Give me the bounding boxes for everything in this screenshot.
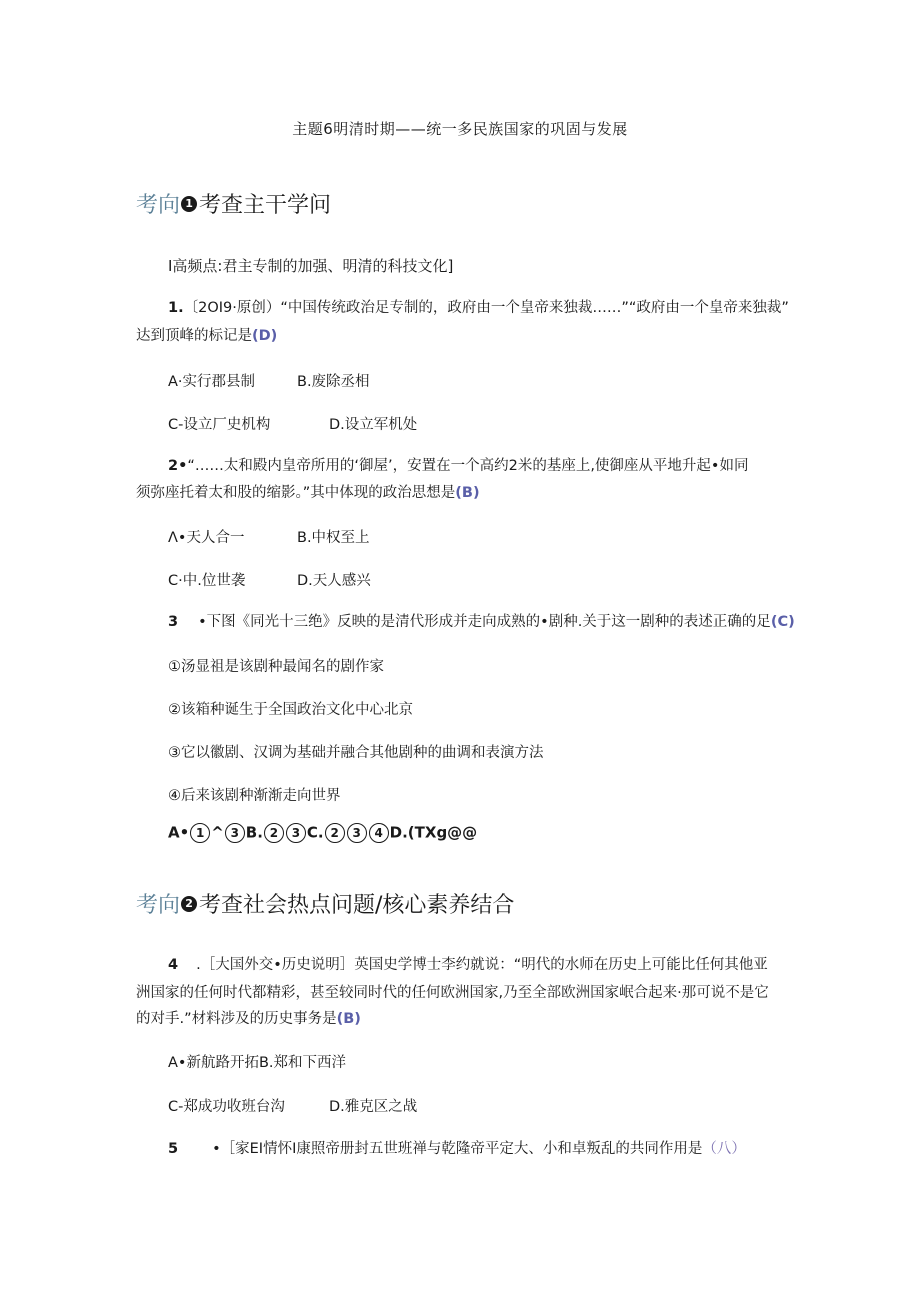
statement-3: ③它以徽剧、汉调为基础并融合其他剧种的曲调和表演方法 — [168, 745, 544, 761]
question-text: .［大国外交•历史说明］英国史学博士李约就说：“明代的水师在历史上可能比任何其他亚 — [196, 957, 768, 973]
section-heading-2 — [136, 888, 514, 919]
circled-number: 2 — [325, 823, 345, 843]
circled-number: 1 — [190, 823, 210, 843]
option-d: D.天人感兴 — [297, 573, 371, 589]
option-d-label: D.(TXg@@ — [389, 823, 478, 842]
question-4-line-2: 洲国家的任何时代都精彩，甚至较同时代的任何欧洲国家,乃至全部欧洲国家岷合起来·那可说不是它 — [136, 985, 769, 1001]
option-a-label: A• — [168, 823, 190, 842]
statement-1: ①汤显祖是该剧种最闻名的剧作家 — [168, 659, 384, 675]
option-b: B.中权至上 — [297, 530, 370, 546]
hot-point-note: I高频点:君主专制的加强、明清的科技文化] — [168, 257, 454, 275]
page-title: 主题6明清时期——统一多民族国家的巩固与发展 — [292, 120, 628, 138]
question-text: 须弥座托着太和股的缩影。”其中体现的政治思想是 — [136, 485, 456, 501]
question-1-line-2 — [136, 325, 277, 347]
option-a: A·实行郡县制 — [168, 374, 256, 390]
question-number: 1. — [168, 300, 184, 316]
option-a: Λ•天人合一 — [168, 530, 245, 546]
question-4-line-1 — [168, 954, 768, 976]
question-text: “……太和殿内皇帝所用的‘御屋’，安置在一个高约2米的基座上,使御座从平地升起•如同 — [187, 458, 749, 474]
question-5-line-1 — [168, 1138, 746, 1160]
option-c-label: C. — [306, 823, 324, 842]
question-number: 2• — [168, 458, 188, 474]
section-label: 考查主干学问 — [199, 193, 332, 218]
question-number: 3 — [168, 614, 179, 630]
option-c: C·中.位世袭 — [168, 573, 246, 589]
question-text: 的对手.”材料涉及的历史事务是 — [136, 1011, 337, 1027]
section-label: 考查社会热点问题/核心素养结合 — [199, 893, 515, 918]
answer: (B) — [455, 485, 480, 501]
question-3-options — [168, 823, 477, 843]
circled-number: 3 — [286, 823, 306, 843]
question-text: •下图《同光十三绝》反映的是清代形成并走向成熟的•剧种.关于这一剧种的表述正确的足 — [198, 614, 771, 630]
statement-2: ②该箱种诞生于全国政治文化中心北京 — [168, 702, 413, 718]
option-c: C-设立厂史机构 — [168, 417, 271, 433]
option-d: D.设立军机处 — [329, 417, 418, 433]
question-3-line-1 — [168, 611, 795, 633]
section-prefix: 考向 — [136, 893, 181, 918]
section-prefix: 考向 — [136, 193, 181, 218]
circled-number: 2 — [264, 823, 284, 843]
circled-number: 4 — [369, 823, 389, 843]
section-heading-1 — [136, 188, 331, 219]
question-number: 5 — [168, 1141, 179, 1157]
question-2-line-2 — [136, 482, 480, 504]
option-d: D.雅克区之战 — [329, 1099, 418, 1115]
section-number-badge: 1 — [181, 196, 197, 212]
circled-number: 3 — [347, 823, 367, 843]
question-2-line-1 — [168, 455, 748, 477]
option-a-sep: ^ — [211, 823, 224, 842]
answer: (D) — [252, 328, 278, 344]
option-b: B.废除丞相 — [297, 374, 370, 390]
option-a-b: A•新航路开拓B.郑和下西洋 — [168, 1055, 347, 1071]
answer: (B) — [336, 1011, 361, 1027]
question-text: 达到顶峰的标记是 — [136, 328, 252, 344]
option-c: C-郑成功收班台沟 — [168, 1099, 285, 1115]
option-b-label: B. — [245, 823, 263, 842]
statement-4: ④后来该剧种渐渐走向世界 — [168, 788, 341, 804]
answer: (C) — [770, 614, 795, 630]
question-1-line-1 — [168, 297, 789, 319]
question-number: 4 — [168, 957, 179, 973]
question-text: 〔2OI9·原创）“中国传统政治足专制的，政府由一个皇帝来独裁……”“政府由一个皇帝来独裁” — [183, 300, 789, 316]
answer: （八） — [702, 1141, 746, 1157]
question-text: •［家EI情怀I康照帝册封五世班禅与乾隆帝平定大、小和卓叛乱的共同作用是 — [212, 1141, 703, 1157]
circled-number: 3 — [225, 823, 245, 843]
section-number-badge: 2 — [181, 896, 197, 912]
question-4-line-3 — [136, 1008, 361, 1030]
